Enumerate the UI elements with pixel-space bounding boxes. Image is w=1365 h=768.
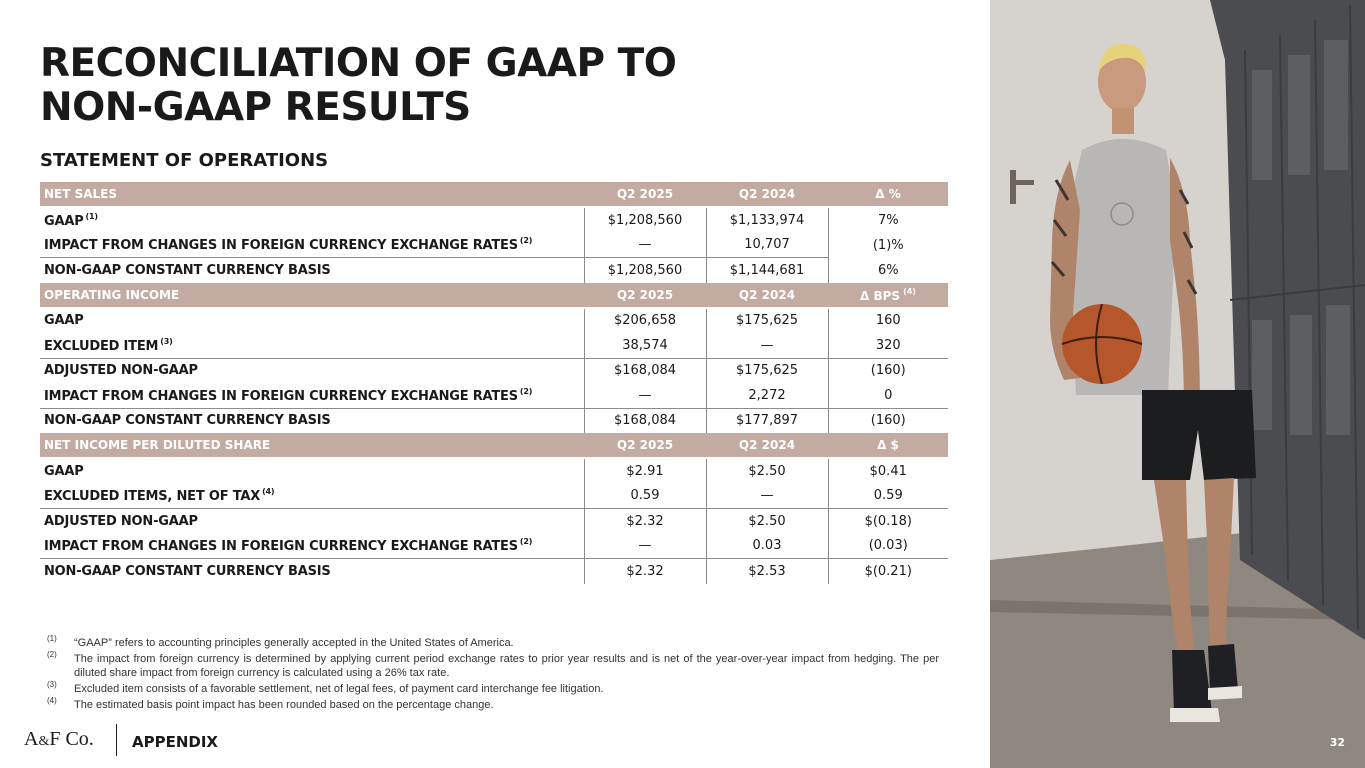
page-title-line2: NON-GAAP RESULTS [40,85,471,130]
row-label: NON-GAAP CONSTANT CURRENCY BASIS [40,408,584,433]
value-q2-2024: $1,144,681 [706,258,828,283]
row-label: NON-GAAP CONSTANT CURRENCY BASIS [40,559,584,584]
footnote-reference: (2) [519,537,533,547]
column-header-q2-2025: Q2 2025 [584,283,706,308]
section-header-row [40,182,948,207]
section-header-label: OPERATING INCOME [40,283,584,308]
footnote-3 [47,682,939,696]
footnote-reference: (4) [903,286,916,296]
column-header-change: Δ BPS $^{(4)}$ [828,283,948,308]
footnote-reference: (2) [519,386,533,396]
reconciliation-table-body [40,182,948,584]
value-q2-2024: $175,625 [706,308,828,334]
column-header-change: Δ % [828,182,948,207]
value-q2-2024: $2.50 [706,458,828,484]
value-change: (160) [828,408,948,433]
table-row [40,509,948,534]
page-title [40,42,676,130]
footnote-2 [47,652,939,680]
value-q2-2025: $168,084 [584,408,706,433]
footnote-reference: (1) [85,211,98,221]
value-q2-2025: — [584,534,706,559]
row-label: EXCLUDED ITEMS, NET OF TAX $^{(4)}$ [44,487,275,505]
table-row [40,383,948,408]
value-q2-2024: 2,272 [706,383,828,408]
footnote-number: (3) [47,680,57,689]
table-row [40,258,948,283]
value-q2-2024: — [706,484,828,509]
footnote-number: (1) [47,634,57,643]
page-title-line1: RECONCILIATION OF GAAP TO [40,41,677,86]
column-header-q2-2025: Q2 2025 [584,433,706,458]
table-row [40,358,948,383]
footnote-text: The estimated basis point impact has been rounded based on the percentage change. [74,699,494,711]
footnote-text: The impact from foreign currency is determined by applying current period exchange rates to prior year results and is net of the year-over-year impact from hedging. The per diluted share impact from foreign currency is calculated using a 26% tax rate. [74,653,939,679]
value-q2-2024: — [706,333,828,358]
section-header-label: NET INCOME PER DILUTED SHARE [40,433,584,458]
row-label: EXCLUDED ITEM $^{(3)}$ [44,336,173,354]
table-row [40,207,948,233]
value-q2-2024: $2.50 [706,509,828,534]
value-q2-2025: $206,658 [584,308,706,334]
value-change: 0.59 [828,484,948,509]
footnote-reference: (3) [160,336,173,346]
value-q2-2024: $177,897 [706,408,828,433]
row-label: GAAP $^{(1)}$ [44,211,98,229]
value-change: $0.41 [828,458,948,484]
footnote-4 [47,698,939,712]
footnote-text: Excluded item consists of a favorable settlement, net of legal fees, of payment card interchange fee litigation. [74,683,604,695]
value-q2-2025: $1,208,560 [584,258,706,283]
value-change: 7% [828,207,948,233]
footnote-1 [47,636,939,650]
value-change: $(0.18) [828,509,948,534]
section-subtitle: STATEMENT OF OPERATIONS [40,150,329,171]
table-row [40,534,948,559]
column-header-q2-2024: Q2 2024 [706,433,828,458]
page-number: 32 [1329,736,1345,749]
column-header-q2-2024: Q2 2024 [706,283,828,308]
value-change: 320 [828,333,948,358]
footer-divider [116,724,117,756]
column-header-change: Δ $ [828,433,948,458]
value-change: (160) [828,358,948,383]
section-header-label: NET SALES [40,182,584,207]
value-q2-2025: $2.32 [584,559,706,584]
footnotes [47,636,939,714]
section-header-row [40,433,948,458]
table-row [40,458,948,484]
value-change: 160 [828,308,948,334]
footnote-reference: (4) [262,487,275,497]
value-q2-2024: $2.53 [706,559,828,584]
row-label: ADJUSTED NON-GAAP [40,358,584,383]
footnote-number: (4) [47,696,57,705]
value-q2-2025: $1,208,560 [584,207,706,233]
table-row [40,559,948,584]
row-label: ADJUSTED NON-GAAP [40,509,584,534]
footnote-text: “GAAP” refers to accounting principles generally accepted in the United States of America. [74,637,514,649]
row-label: NON-GAAP CONSTANT CURRENCY BASIS [40,258,584,283]
column-header-q2-2024: Q2 2024 [706,182,828,207]
table-row [40,308,948,334]
value-q2-2025: — [584,383,706,408]
value-change: (1)% [828,233,948,258]
value-change: $(0.21) [828,559,948,584]
reconciliation-table [40,182,948,584]
value-change: 6% [828,258,948,283]
table-row [40,408,948,433]
value-q2-2024: $175,625 [706,358,828,383]
value-q2-2025: $168,084 [584,358,706,383]
table-row [40,333,948,358]
row-label: IMPACT FROM CHANGES IN FOREIGN CURRENCY EXCHANGE RATES $^{(2)}$ [44,386,533,404]
footer-section-label: APPENDIX [132,733,218,751]
footnote-reference: (2) [519,236,533,246]
value-change: (0.03) [828,534,948,559]
row-label: GAAP [44,463,84,479]
company-logo: A&F Co. [24,728,94,750]
column-header-q2-2025: Q2 2025 [584,182,706,207]
value-q2-2025: 38,574 [584,333,706,358]
value-q2-2025: $2.32 [584,509,706,534]
value-q2-2024: 10,707 [706,233,828,258]
value-change: 0 [828,383,948,408]
table-row [40,484,948,509]
section-header-row [40,283,948,308]
row-label: IMPACT FROM CHANGES IN FOREIGN CURRENCY EXCHANGE RATES $^{(2)}$ [44,236,533,254]
table-row [40,233,948,258]
person-photo-icon [990,0,1365,768]
row-label: IMPACT FROM CHANGES IN FOREIGN CURRENCY EXCHANGE RATES $^{(2)}$ [44,537,533,555]
value-q2-2025: — [584,233,706,258]
value-q2-2025: 0.59 [584,484,706,509]
footnote-number: (2) [47,650,57,659]
row-label: GAAP [44,313,84,329]
value-q2-2024: 0.03 [706,534,828,559]
value-q2-2024: $1,133,974 [706,207,828,233]
value-q2-2025: $2.91 [584,458,706,484]
